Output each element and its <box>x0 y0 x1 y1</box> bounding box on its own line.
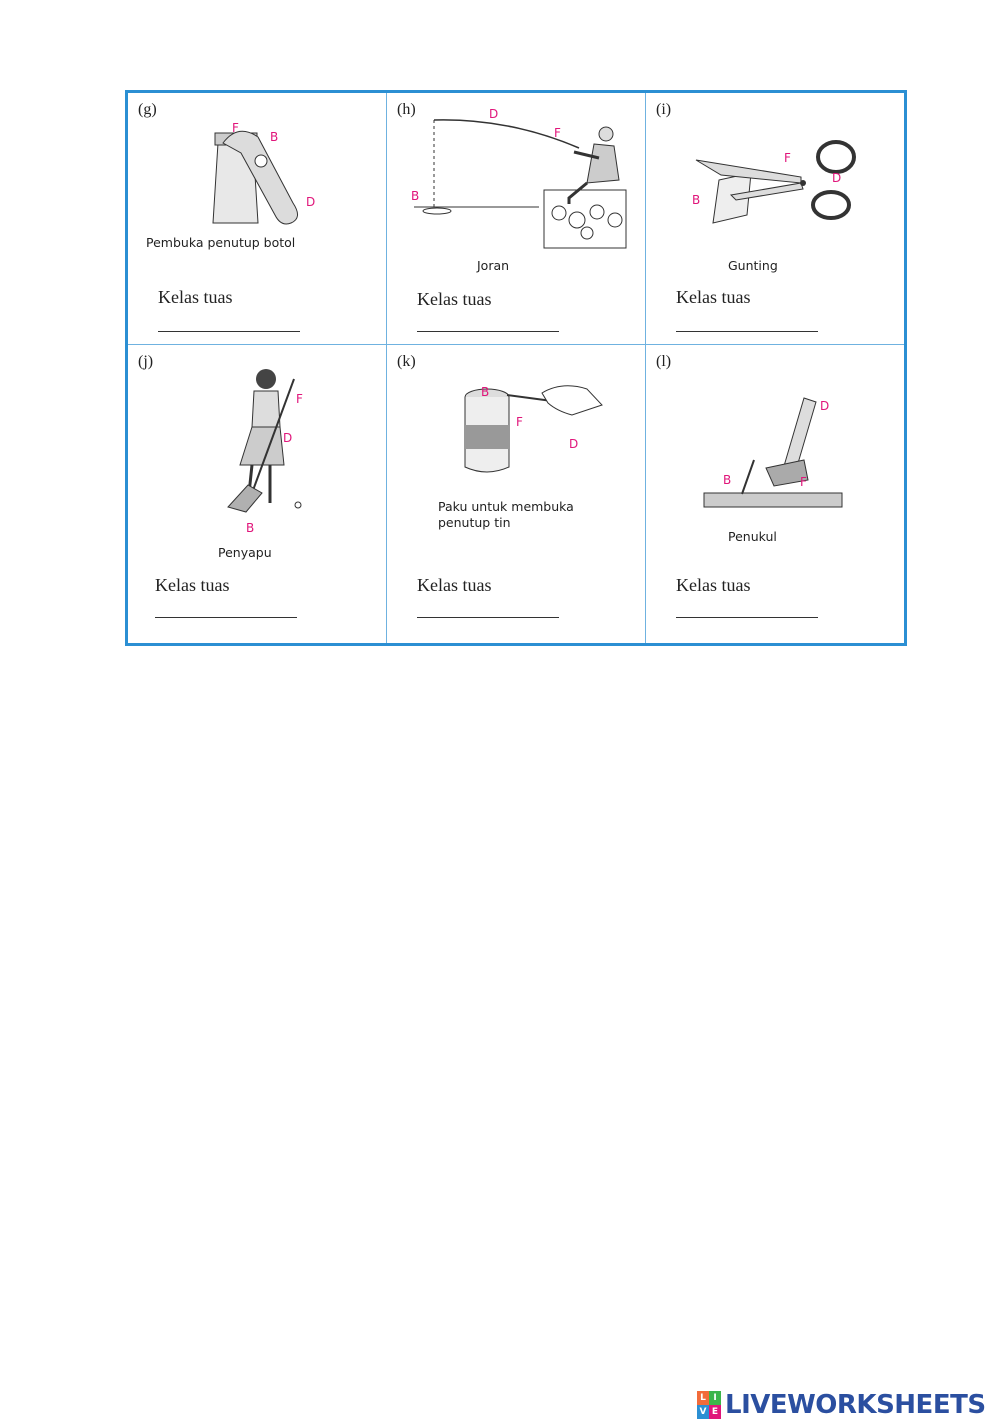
answer-input-i[interactable] <box>676 311 818 332</box>
fishing-rod-illustration <box>409 108 634 253</box>
tin-lid-illustration <box>462 385 602 485</box>
label-load: B <box>270 130 279 144</box>
label-effort: D <box>569 437 579 451</box>
caption: Penukul <box>728 529 777 544</box>
kelas-label: Kelas tuas <box>158 287 233 307</box>
logo-mark-i: I <box>709 1391 721 1405</box>
cell-letter: (k) <box>397 353 416 370</box>
label-fulcrum: F <box>296 392 303 406</box>
logo-text: LIVEWORKSHEETS <box>725 1390 986 1420</box>
caption: Pembuka penutup botol <box>146 235 296 250</box>
label-fulcrum: F <box>784 151 791 165</box>
caption: Penyapu <box>218 545 272 560</box>
label-load: B <box>723 473 732 487</box>
label-fulcrum: F <box>232 121 239 135</box>
logo-mark-v: V <box>697 1405 709 1419</box>
liveworksheets-logo[interactable] <box>697 1390 986 1420</box>
caption-line2: penutup tin <box>438 515 511 530</box>
cell-l <box>646 345 904 619</box>
answer-input-l[interactable] <box>676 597 818 618</box>
caption: Gunting <box>728 258 778 273</box>
kelas-label: Kelas tuas <box>417 289 492 309</box>
label-fulcrum: F <box>554 126 561 140</box>
label-effort: D <box>283 431 293 445</box>
lever-worksheet-grid <box>125 90 907 646</box>
answer-input-j[interactable] <box>155 597 297 618</box>
label-effort: D <box>820 399 830 413</box>
broom-illustration <box>218 367 318 527</box>
cell-letter: (g) <box>138 101 157 118</box>
answer-input-g[interactable] <box>158 311 300 332</box>
label-effort: D <box>306 195 316 209</box>
kelas-label: Kelas tuas <box>676 575 751 595</box>
cell-letter: (l) <box>656 353 672 370</box>
cell-g <box>128 93 386 367</box>
caption: Joran <box>477 258 510 273</box>
cell-letter: (i) <box>656 101 672 118</box>
kelas-label: Kelas tuas <box>417 575 492 595</box>
cell-k <box>387 345 645 619</box>
cell-j <box>128 345 386 619</box>
label-load: B <box>246 521 255 535</box>
cell-i <box>646 93 904 367</box>
kelas-label: Kelas tuas <box>676 287 751 307</box>
answer-input-h[interactable] <box>417 311 559 332</box>
cell-letter: (h) <box>397 101 416 118</box>
logo-mark <box>697 1391 721 1419</box>
label-load: B <box>692 193 701 207</box>
kelas-label: Kelas tuas <box>155 575 230 595</box>
cell-h <box>387 93 645 367</box>
cell-letter: (j) <box>138 353 154 370</box>
label-effort: D <box>832 171 842 185</box>
answer-input-k[interactable] <box>417 597 559 618</box>
label-load: B <box>481 385 490 399</box>
label-fulcrum: F <box>800 475 807 489</box>
label-load: B <box>411 189 420 203</box>
logo-mark-l: L <box>697 1391 709 1405</box>
bottle-opener-illustration <box>203 123 333 233</box>
caption-line1: Paku untuk membuka <box>438 499 574 514</box>
logo-mark-e: E <box>709 1405 721 1419</box>
label-fulcrum: F <box>516 415 523 429</box>
label-effort: D <box>489 107 499 121</box>
